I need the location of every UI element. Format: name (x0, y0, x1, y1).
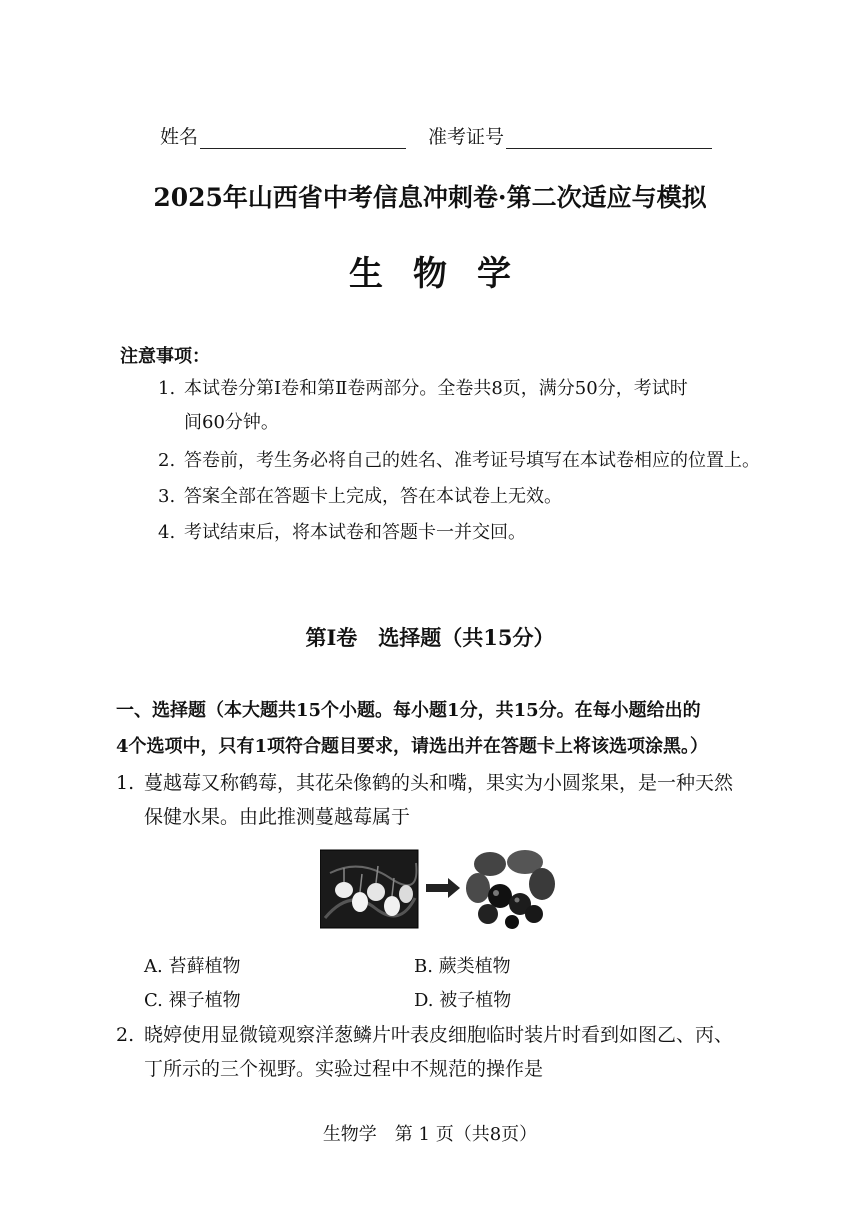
name-blank-line (200, 126, 406, 149)
name-label: 姓名 (160, 126, 199, 148)
question-2-cont: 丁所示的三个视野。实验过程中不规范的操作是 (144, 1058, 544, 1080)
notice-item-3 (158, 480, 562, 514)
notice-item-num: 3. (158, 486, 176, 507)
subject-title: 生物学 (349, 254, 541, 294)
notice-item-num: 2. (158, 450, 176, 471)
question-text: 晓婷使用显微镜观察洋葱鳞片叶表皮细胞临时装片时看到如图乙、丙、 (144, 1024, 734, 1046)
section-intro-line-1: 一、选择题（本大题共15个小题。每小题1分，共15分。在每小题给出的 (116, 700, 701, 721)
question-1 (116, 768, 733, 795)
notice-item-text: 答案全部在答题卡上完成，答在本试卷上无效。 (184, 486, 562, 507)
option-d: D. 被子植物 (414, 990, 512, 1011)
exam-title: 2025年山西省中考信息冲刺卷·第二次适应与模拟 (153, 183, 707, 212)
notice-item-1-cont: 间60分钟。 (184, 412, 279, 433)
notice-item-4 (158, 516, 526, 550)
question-2 (116, 1020, 733, 1047)
notice-item-num: 4. (158, 522, 176, 543)
name-field (160, 122, 406, 149)
exam-id-field (428, 122, 712, 149)
option-a: A. 苔藓植物 (144, 956, 241, 977)
cranberry-flower-photo (320, 850, 418, 928)
section-intro-line-2: 4个选项中，只有1项符合题目要求，请选出并在答题卡上将该选项涂黑。） (116, 736, 709, 757)
cranberry-fruit-photo (466, 850, 555, 929)
notice-item-num: 1. (158, 378, 176, 399)
question-number: 2. (116, 1024, 135, 1046)
question-number: 1. (116, 772, 135, 794)
option-b: B. 蕨类植物 (414, 956, 511, 977)
notice-item-1 (158, 372, 688, 406)
notice-item-text: 考试结束后，将本试卷和答题卡一并交回。 (184, 522, 526, 543)
exam-id-label: 准考证号 (428, 126, 505, 148)
page-footer: 生物学 第 1 页（共8页） (322, 1124, 538, 1145)
notice-heading: 注意事项： (120, 346, 210, 367)
question-text: 蔓越莓又称鹤莓，其花朵像鹤的头和嘴，果实为小圆浆果，是一种天然 (144, 772, 734, 794)
notice-item-2 (158, 444, 760, 478)
notice-item-text: 本试卷分第Ⅰ卷和第Ⅱ卷两部分。全卷共8页，满分50分，考试时 (184, 378, 688, 399)
question-1-cont: 保健水果。由此推测蔓越莓属于 (144, 806, 411, 828)
section-title: 第Ⅰ卷 选择题（共15分） (305, 625, 555, 650)
arrow-icon (426, 878, 460, 898)
exam-id-blank-line (506, 126, 712, 149)
cranberry-figure (320, 848, 556, 930)
option-c: C. 裸子植物 (144, 990, 241, 1011)
notice-item-text: 答卷前，考生务必将自己的姓名、准考证号填写在本试卷相应的位置上。 (184, 450, 760, 471)
